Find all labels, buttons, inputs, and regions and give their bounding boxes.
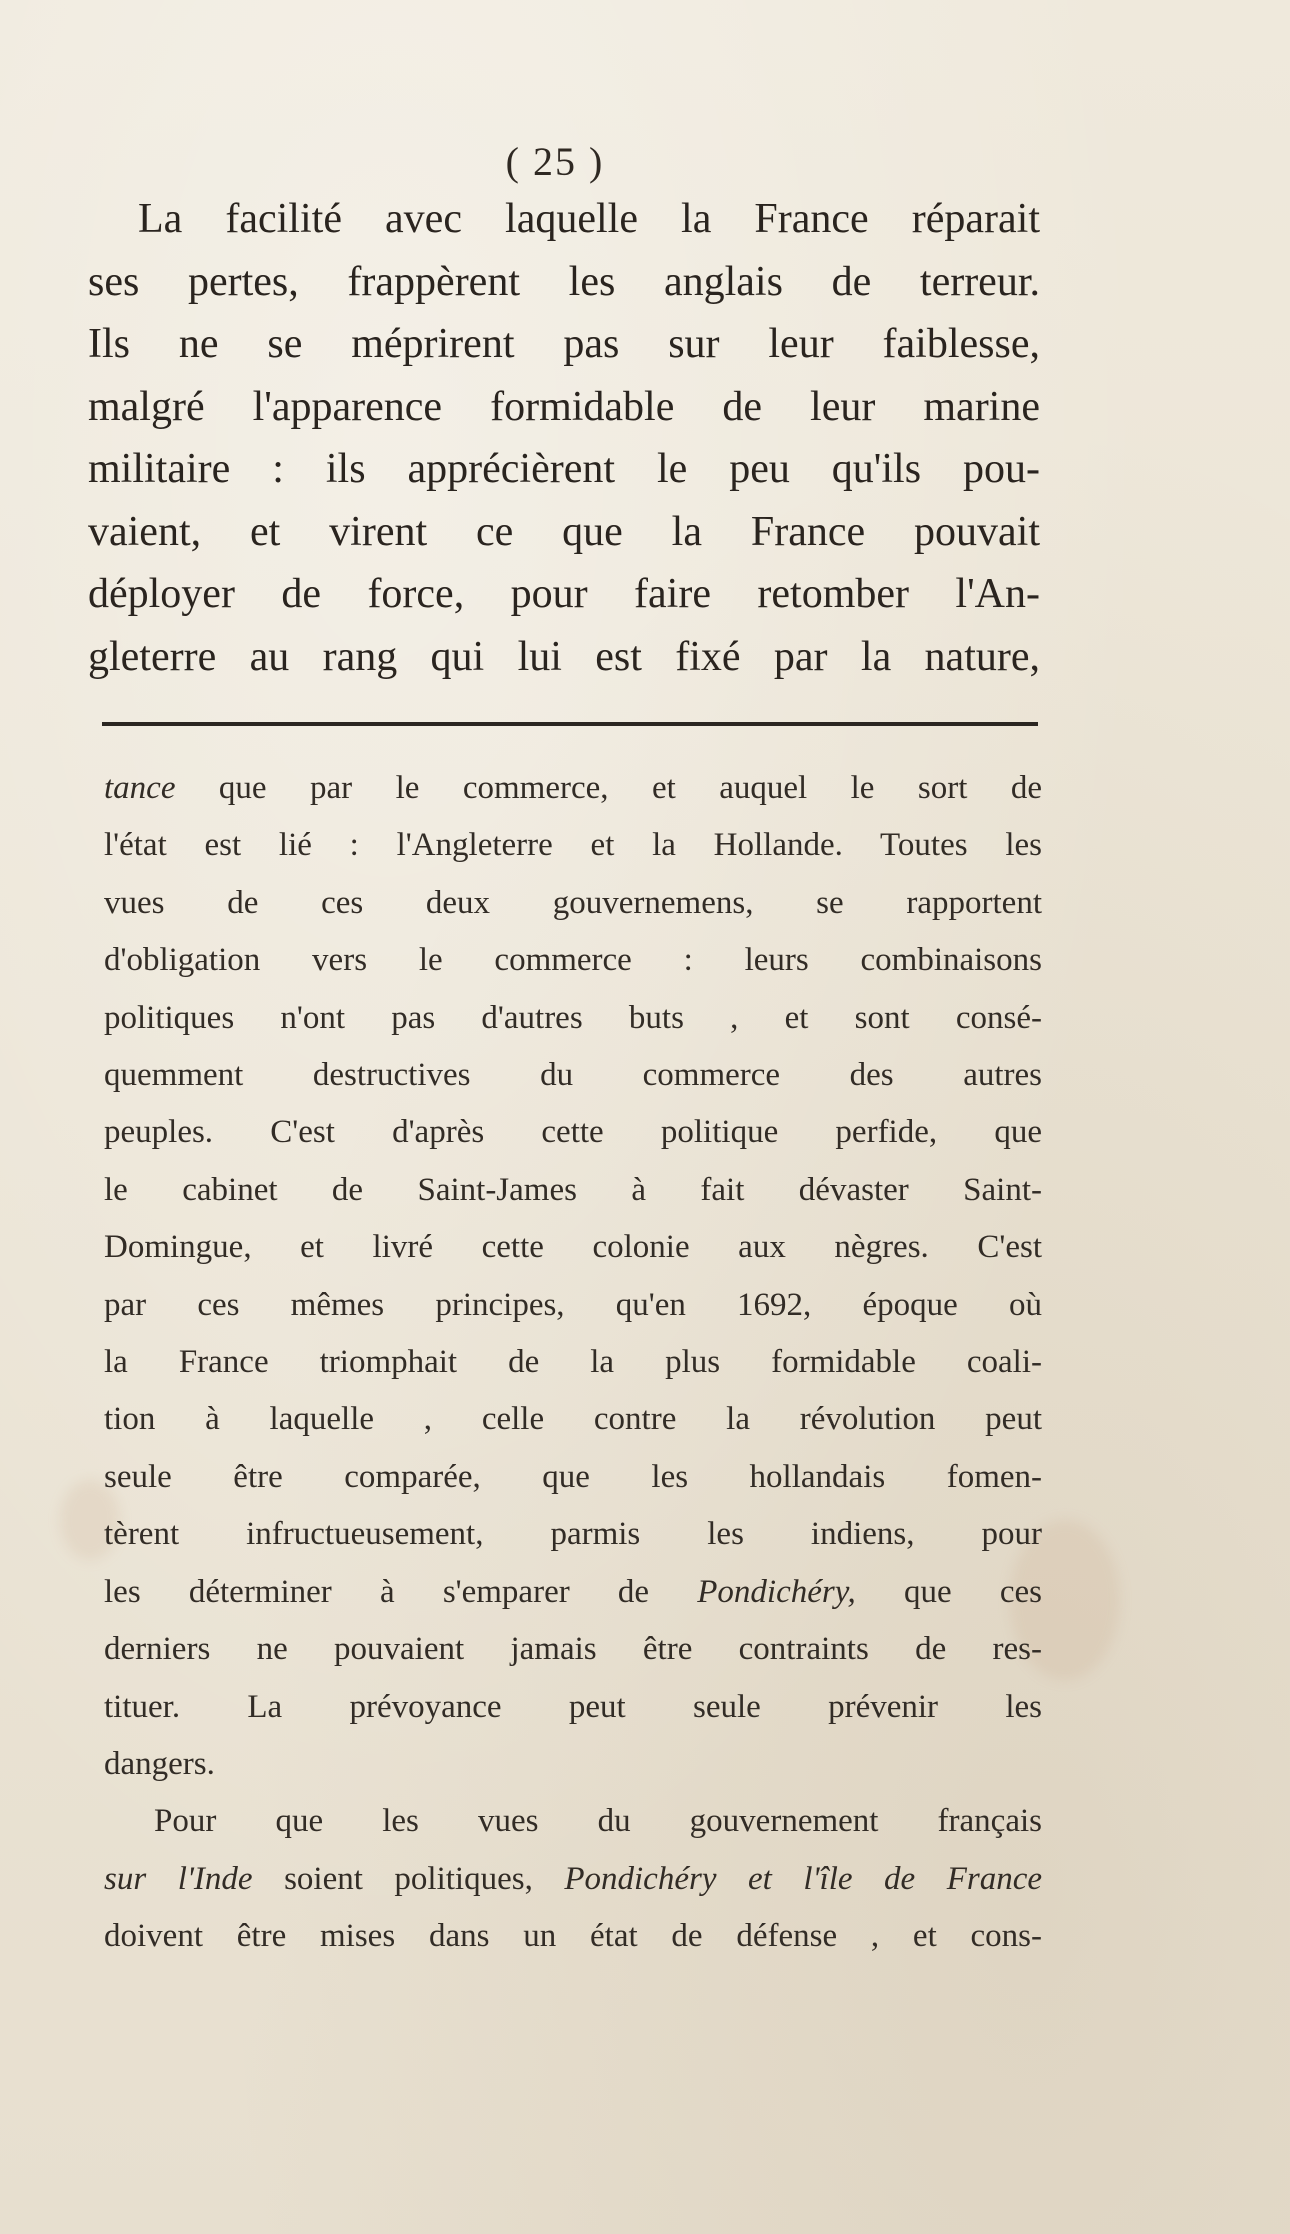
text-line: malgré l'apparence formidable de leur marine <box>88 383 1040 430</box>
page-number: ( 25 ) <box>505 139 605 184</box>
italic-word: Pondichéry et l'île de France <box>564 1860 1042 1897</box>
text-line: Pour que les vues du gouvernement français <box>154 1803 1042 1840</box>
italic-word: sur l'Inde <box>104 1860 253 1897</box>
text-line: La facilité avec laquelle la France réparait <box>138 196 1040 242</box>
text-line: ses pertes, frappèrent les anglais de terreur. <box>88 258 1040 305</box>
text-line: par ces mêmes principes, qu'en 1692, époque où <box>104 1286 1042 1323</box>
text-line: tituer. La prévoyance peut seule prévenir les <box>104 1688 1042 1725</box>
text-line: d'obligation vers le commerce : leurs combinaisons <box>104 942 1042 979</box>
text-line: peuples. C'est d'après cette politique perfide, que <box>104 1114 1042 1151</box>
text-line: dangers. <box>104 1745 215 1782</box>
text-fragment: que ces <box>855 1573 1042 1610</box>
text-line <box>104 760 1042 817</box>
text-line: doivent être mises dans un état de défense , et cons- <box>104 1918 1042 1955</box>
italic-word: tance <box>104 770 176 806</box>
text-line: la France triomphait de la plus formidable coali- <box>104 1344 1042 1381</box>
text-line: tèrent infructueusement, parmis les indiens, pour <box>104 1516 1042 1553</box>
text-fragment: les déterminer à s'emparer de <box>104 1573 698 1610</box>
text-line: seule être comparée, que les hollandais fomen- <box>104 1458 1042 1495</box>
text-line: gleterre au rang qui lui est fixé par la nature, <box>88 633 1040 680</box>
text-line: le cabinet de Saint-James à fait dévaster Saint- <box>104 1171 1042 1208</box>
text-line <box>104 1564 1042 1621</box>
footnote-separator-rule <box>102 722 1038 726</box>
text-line: vaient, et virent ce que la France pouvait <box>88 508 1040 555</box>
text-fragment: que par le commerce, et auquel le sort de <box>175 770 1042 806</box>
text-fragment: soient politiques, <box>252 1860 565 1897</box>
text-line: militaire : ils apprécièrent le peu qu'ils pou- <box>88 446 1040 492</box>
text-line: déployer de force, pour faire retomber l'An- <box>88 571 1040 617</box>
text-line: l'état est lié : l'Angleterre et la Hollande. Toutes les <box>104 827 1042 864</box>
text-line: quemment destructives du commerce des autres <box>104 1057 1042 1094</box>
text-line: politiques n'ont pas d'autres buts , et sont consé- <box>104 999 1042 1036</box>
text-line: tion à laquelle , celle contre la révolution peut <box>104 1401 1042 1438</box>
text-line: Ils ne se méprirent pas sur leur faiblesse, <box>88 321 1040 367</box>
italic-word: Pondichéry, <box>697 1573 856 1610</box>
main-paragraph <box>88 188 1040 688</box>
text-line: Domingue, et livré cette colonie aux nègres. C'est <box>104 1229 1042 1266</box>
text-line <box>104 1851 1042 1908</box>
text-line: derniers ne pouvaient jamais être contraints de res- <box>104 1631 1042 1668</box>
text-line: vues de ces deux gouvernemens, se rapportent <box>104 884 1042 921</box>
footnote-text <box>104 760 1042 1966</box>
